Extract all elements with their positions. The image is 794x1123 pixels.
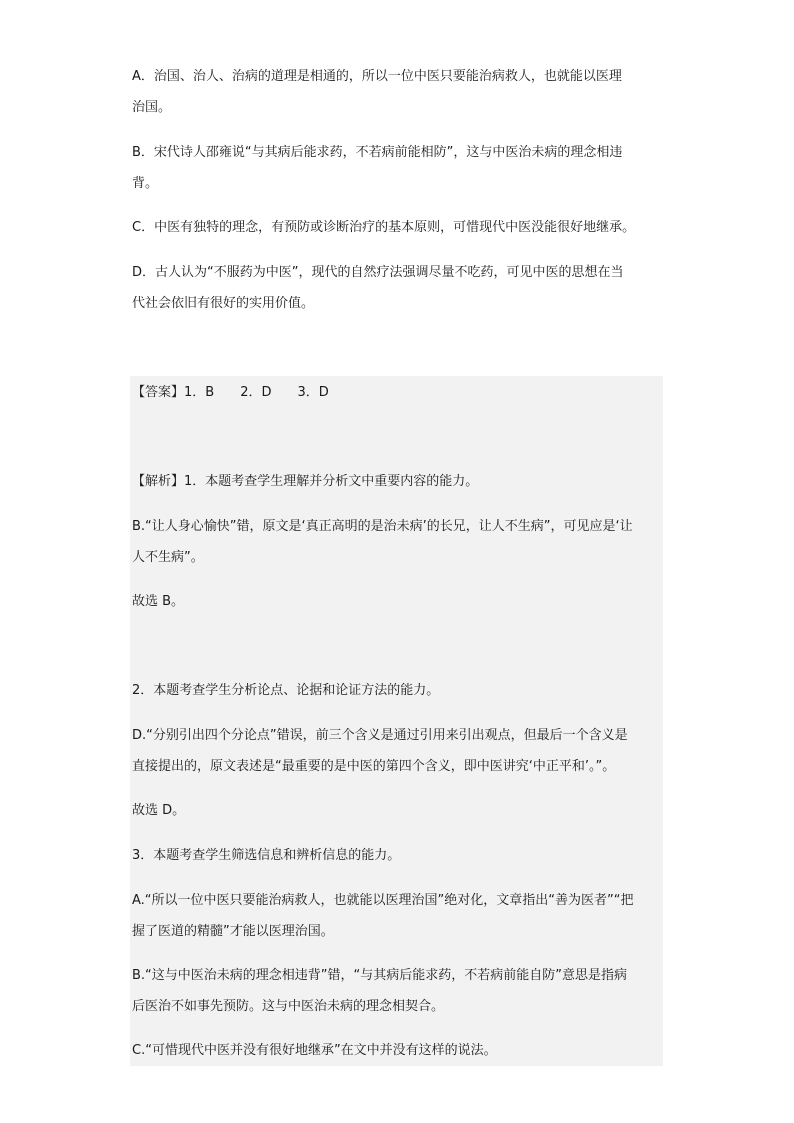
option-a-line2: 治国。 <box>132 100 172 115</box>
q2-choice-text: 故选 D。 <box>132 803 186 818</box>
analysis-q2-intro <box>132 675 662 706</box>
analysis-q3-intro <box>132 840 662 871</box>
q2-detail-line1: D.“分别引出四个分论点”错误，前三个含义是通过引用来引出观点，但最后一个含义是 <box>132 728 628 743</box>
option-c <box>132 212 662 243</box>
analysis-q1-choice <box>132 586 662 617</box>
option-b <box>132 137 662 199</box>
answer-label: 【答案】 <box>132 385 185 400</box>
analysis-q2-detail <box>132 720 662 782</box>
analysis-q1-intro <box>132 466 662 497</box>
q3-a-line1: A.“所以一位中医只要能治病救人，也就能以医理治国”绝对化，文章指出“善为医者”“把 <box>132 893 634 908</box>
option-d-line2: 代社会依旧有很好的实用价值。 <box>132 296 315 311</box>
option-a-line1: A．治国、治人、治病的道理是相通的，所以一位中医只要能治病救人，也就能以医理 <box>132 69 622 84</box>
q3-b-line1: B.“这与中医治未病的理念相违背”错，“与其病后能求药，不若病前能自防”意思是指病 <box>132 968 627 983</box>
q1-detail-line2: 人不生病”。 <box>132 550 204 565</box>
q3-b-line2: 后医治不如事先预防。这与中医治未病的理念相契合。 <box>132 999 445 1014</box>
option-b-line2: 背。 <box>132 176 159 191</box>
analysis-q1-detail <box>132 511 662 573</box>
analysis-q3-a <box>132 885 662 947</box>
analysis-q3-b <box>132 960 662 1022</box>
option-d-line1: D．古人认为“不服药为中医”，现代的自然疗法强调尽量不吃药，可见中医的思想在当 <box>132 265 624 280</box>
q1-detail-line1: B.“让人身心愉快”错，原文是‘真正高明的是治未病’的长兄，让人不生病”，可见应是‘让 <box>132 519 633 534</box>
option-d <box>132 257 662 319</box>
option-a <box>132 61 662 123</box>
q2-detail-line2: 直接提出的，原文表述是“最重要的是中医的第四个含义，即中医讲究‘中正平和’。”。 <box>132 759 616 774</box>
q1-intro-text: 1．本题考查学生理解并分析文中重要内容的能力。 <box>184 474 479 489</box>
q3-intro-text: 3．本题考查学生筛选信息和辨析信息的能力。 <box>132 848 401 863</box>
option-b-line1: B．宋代诗人邵雍说“与其病后能求药，不若病前能相防”，这与中医治未病的理念相违 <box>132 145 623 160</box>
option-c-line1: C．中医有独特的理念，有预防或诊断治疗的基本原则，可惜现代中医没能很好地继承。 <box>132 220 636 235</box>
q3-a-line2: 握了医道的精髓”才能以医理治国。 <box>132 924 334 939</box>
answer-text: 1．B 2．D 3．D <box>184 385 329 400</box>
analysis-label: 【解析】 <box>132 474 185 489</box>
q1-choice-text: 故选 B。 <box>132 594 185 609</box>
q2-intro-text: 2．本题考查学生分析论点、论据和论证方法的能力。 <box>132 683 440 698</box>
answer-line <box>132 377 662 408</box>
q3-c-line1: C.“可惜现代中医并没有很好地继承”在文中并没有这样的说法。 <box>132 1043 497 1058</box>
analysis-q3-c <box>132 1035 662 1066</box>
analysis-q2-choice <box>132 795 662 826</box>
